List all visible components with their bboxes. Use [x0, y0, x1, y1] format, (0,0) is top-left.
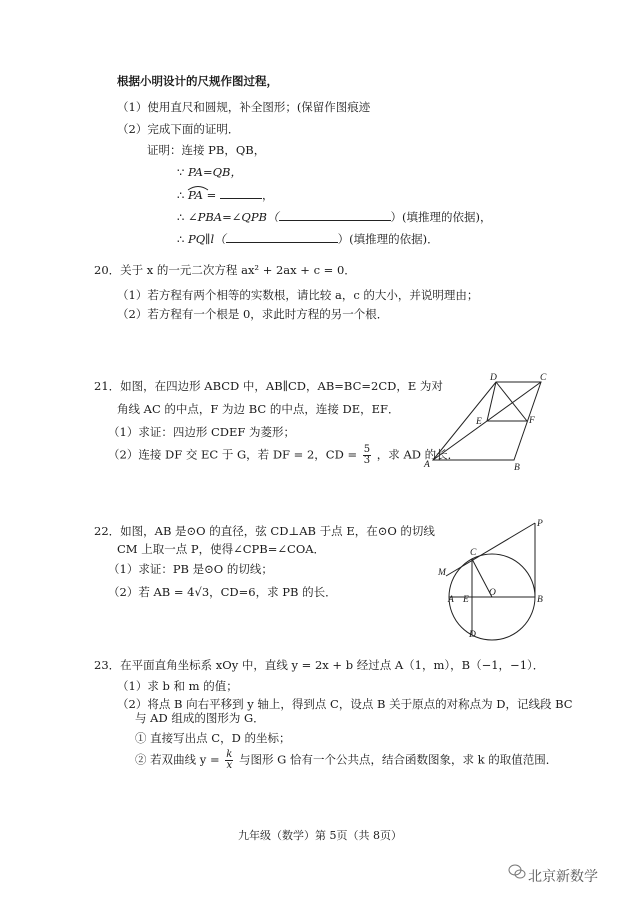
label-m: M	[438, 568, 446, 578]
label-o: O	[489, 588, 496, 598]
q22-part2: （2）若 AB = 4√3，CD=6，求 PB 的长．	[108, 585, 337, 599]
label-e: E	[463, 595, 469, 605]
q22-circle-figure	[432, 516, 562, 641]
q21-part1: （1）求证：四边形 CDEF 为菱形；	[108, 425, 296, 439]
q19-arc-eq: =	[206, 188, 217, 202]
label-d: D	[490, 373, 497, 383]
q19-intro: 根据小明设计的尺规作图过程，	[117, 74, 278, 88]
label-a: A	[424, 460, 430, 470]
q19-angle-line	[177, 209, 492, 225]
q23-part2: （2）将点 B 向右平移到 y 轴上，得到点 C，设点 B 关于原点的对称点为 D，记线段 BC	[117, 697, 573, 711]
q23-sub2: ② 若双曲线 y = $\frac{k}{x}$ 与图形 G 恰有一个公共点，结合函数图象，求 k 的取值范围．	[135, 749, 558, 771]
q22-line2: CM 上取一点 P，使得∠CPB=∠COA．	[117, 542, 326, 556]
arc-pa: PA	[188, 188, 207, 202]
therefore-symbol: ∴	[177, 188, 185, 202]
label-c: C	[540, 373, 547, 383]
answer-blank-reason1[interactable]	[279, 220, 391, 221]
q21-quadrilateral-figure	[422, 368, 552, 478]
q19-because-line	[177, 164, 242, 180]
q23-part2-cont: 与 AD 组成的图形为 G．	[135, 711, 265, 725]
q21-head: 21．如图，在四边形 ABCD 中，AB∥CD，AB=BC=2CD，E 为对	[94, 379, 443, 393]
because-symbol: ∵	[177, 165, 185, 179]
q20-head: 20．关于 x 的一元二次方程 ax² + 2ax + c = 0．	[94, 263, 356, 277]
label-a: A	[448, 595, 454, 605]
answer-blank-arc[interactable]	[220, 198, 262, 199]
fraction-five-thirds: $\frac{5}{3}$	[363, 444, 371, 466]
q22-part1: （1）求证：PB 是⊙O 的切线；	[108, 562, 273, 576]
q19-arc-end: ，	[261, 188, 274, 202]
label-b: B	[537, 595, 543, 605]
label-b: B	[514, 463, 520, 473]
q21-line2: 角线 AC 的中点，F 为边 BC 的中点，连接 DE，EF．	[117, 402, 400, 416]
label-f: F	[529, 416, 535, 426]
q20-part2: （2）若方程有一个根是 0，求此时方程的另一个根．	[117, 307, 389, 321]
therefore-symbol: ∴	[177, 232, 185, 246]
q19-angle-end: ）(填推理的依据)，	[390, 210, 492, 224]
q19-arc-line	[177, 187, 273, 203]
q23-sub1: ① 直接写出点 C，D 的坐标；	[135, 731, 291, 745]
q22-head: 22．如图，AB 是⊙O 的直径，弦 CD⊥AB 于点 E，在⊙O 的切线	[94, 524, 435, 538]
page-footer: 九年级（数学）第 5页（共 8页）	[238, 829, 402, 842]
q21-part2: （2）连接 DF 交 EC 于 G，若 DF = 2，CD = $\frac{5}{3}$ ，求 AD 的长．	[108, 444, 460, 466]
label-e: E	[476, 417, 482, 427]
q19-proof-head: 证明：连接 PB，QB，	[147, 143, 266, 157]
q19-because-text: PA=QB，	[187, 165, 242, 179]
q20-part1: （1）若方程有两个相等的实数根，请比较 a，c 的大小，并说明理由；	[117, 288, 479, 302]
q19-parallel-line	[177, 231, 439, 247]
watermark-brand: 北京新数学	[528, 869, 598, 885]
q23-head: 23．在平面直角坐标系 xOy 中，直线 y = 2x + b 经过点 A（1，m），B（−1，−1）．	[94, 658, 545, 672]
q23-part1: （1）求 b 和 m 的值；	[117, 679, 238, 693]
q19-part1: （1）使用直尺和圆规，补全图形；(保留作图痕迹	[117, 100, 371, 114]
therefore-symbol: ∴	[177, 210, 185, 224]
q19-parallel-text: PQ∥l（	[187, 232, 226, 246]
answer-blank-reason2[interactable]	[226, 242, 338, 243]
arc-mark-icon	[187, 183, 209, 191]
label-p: P	[537, 519, 543, 529]
q19-angle-text: ∠PBA=∠QPB（	[187, 210, 279, 224]
q19-parallel-end: ）(填推理的依据)．	[337, 232, 439, 246]
wechat-icon	[508, 864, 526, 880]
fraction-k-over-x: $\frac{k}{x}$	[226, 749, 233, 771]
label-c: C	[470, 548, 477, 558]
label-d: D	[469, 630, 476, 640]
q19-part2: （2）完成下面的证明．	[117, 122, 240, 136]
